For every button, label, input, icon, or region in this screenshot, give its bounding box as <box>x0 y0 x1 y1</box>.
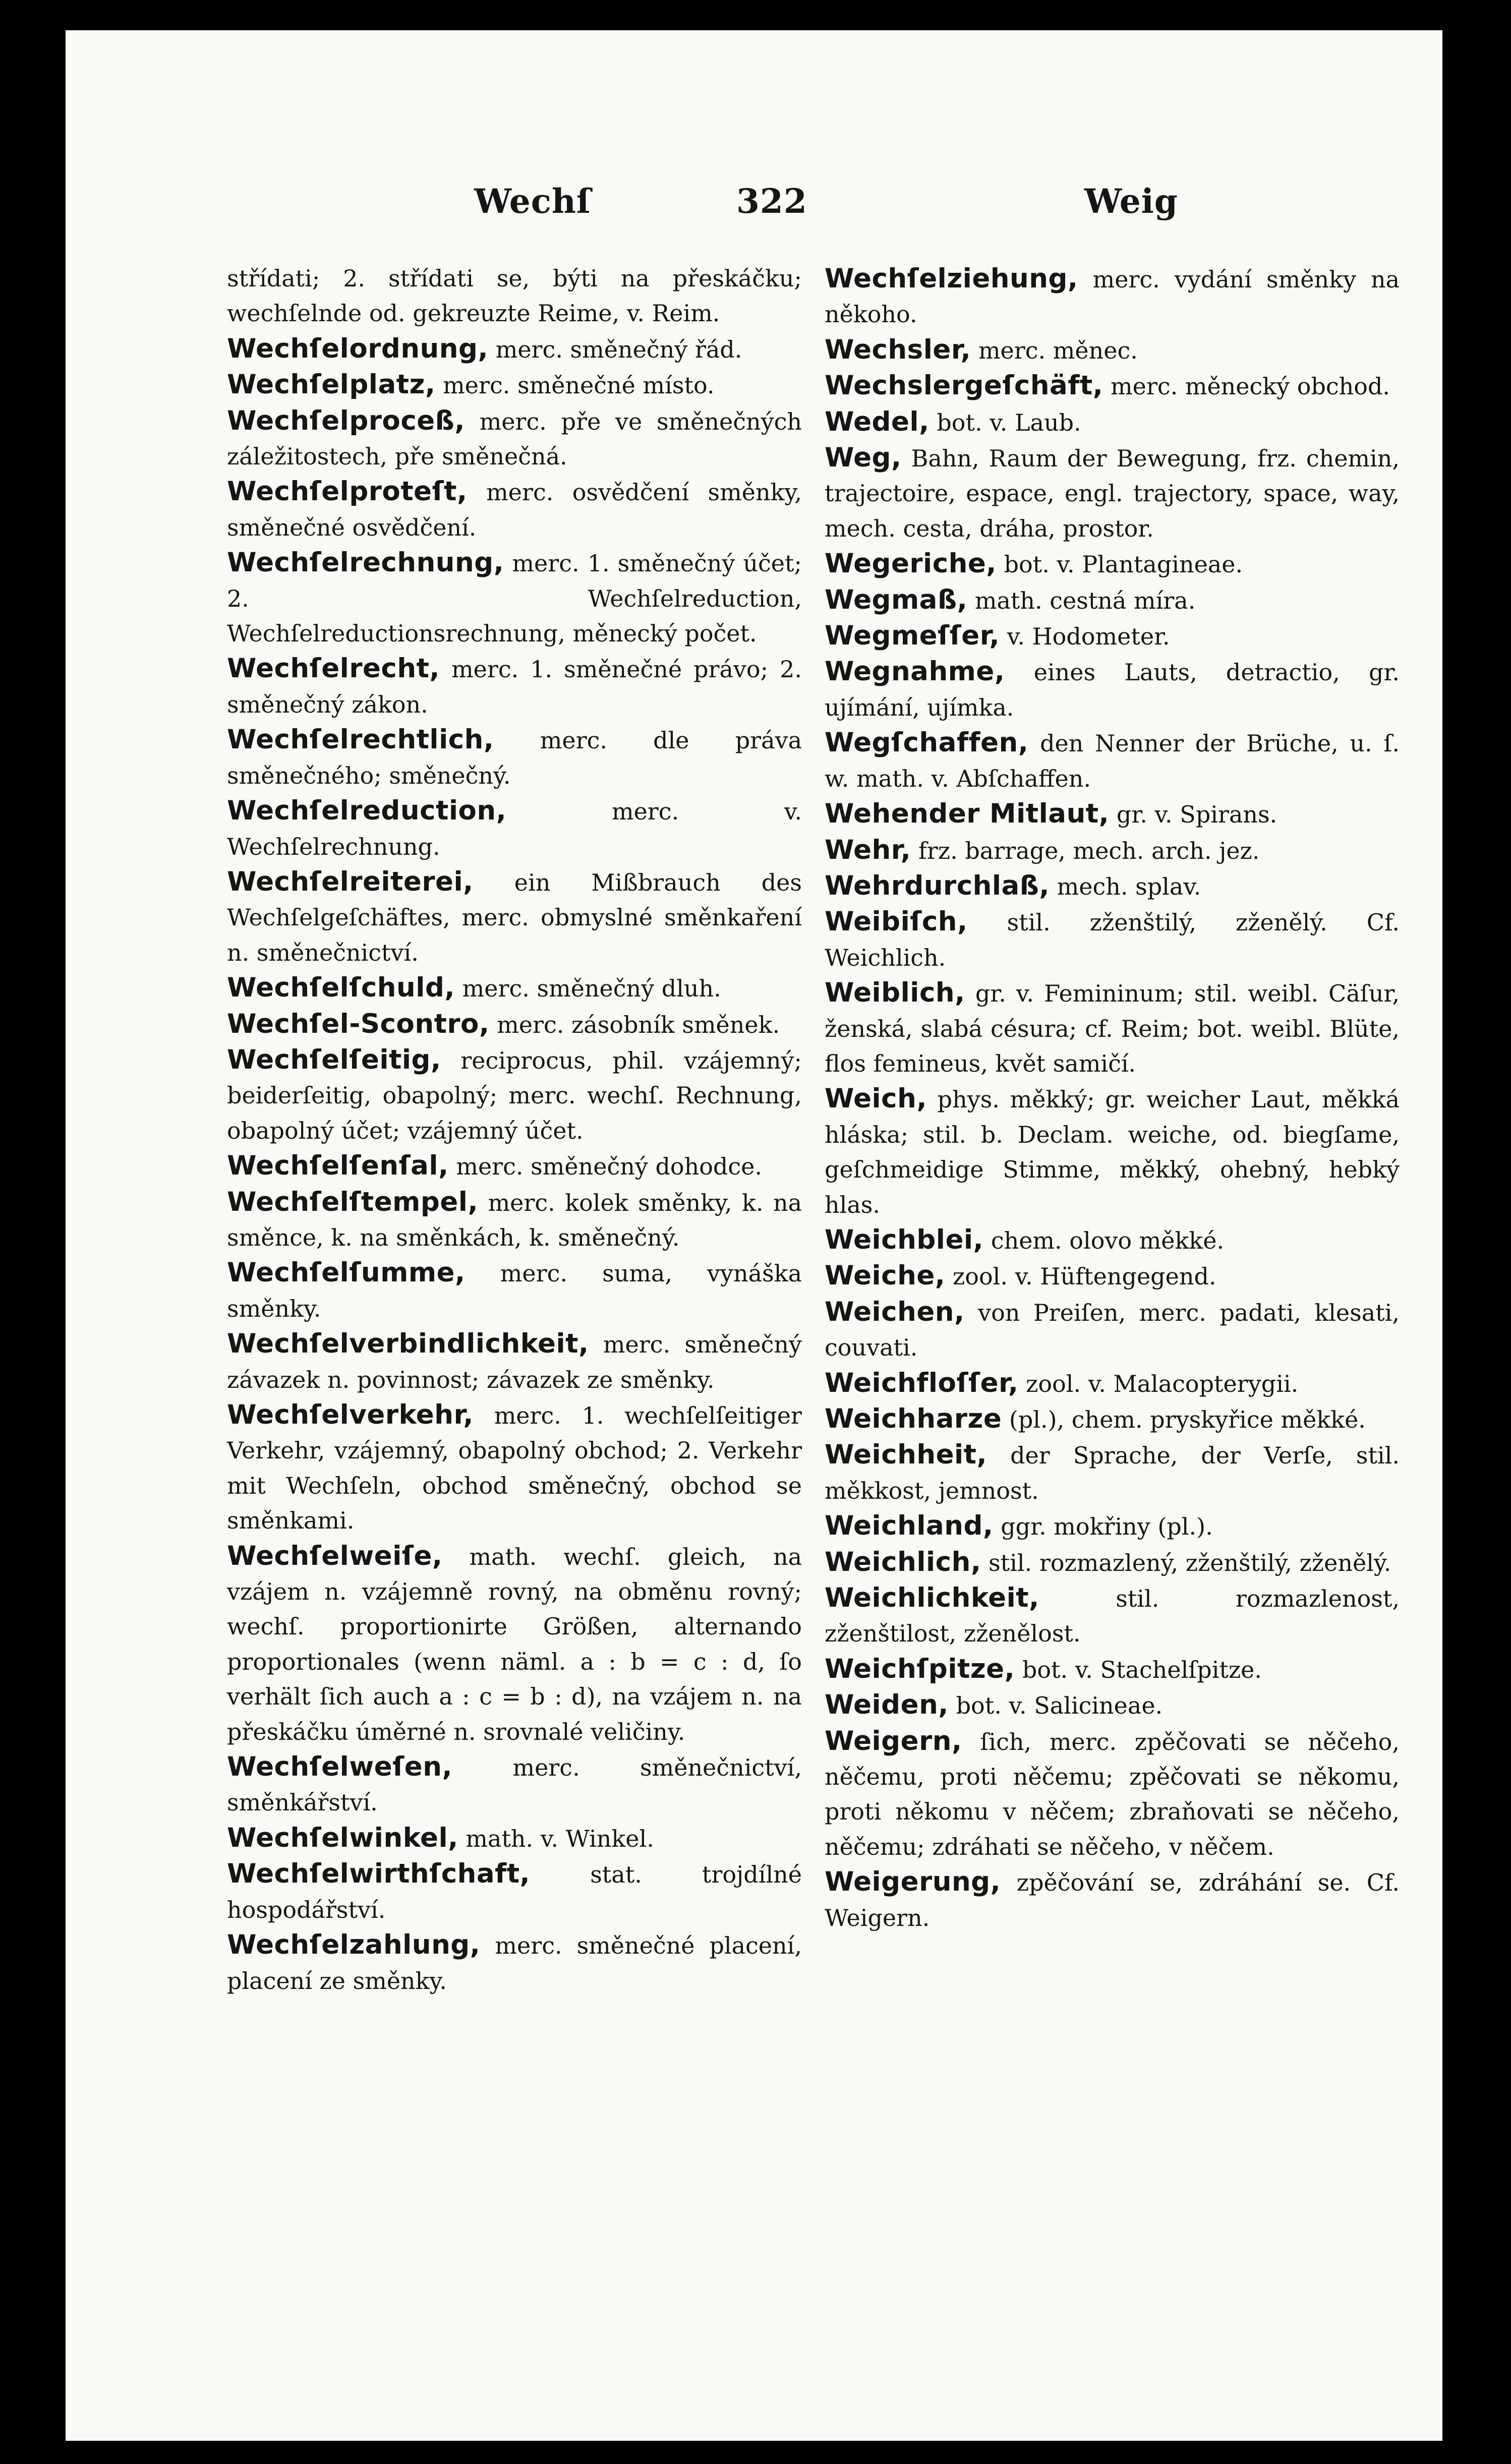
dictionary-entry <box>825 261 1400 332</box>
entry-headword: Wechſelwirthſchaft, <box>227 1858 531 1890</box>
entry-definition: merc. 1. wechſelſeitiger Verkehr, vzájemný, obapolný obchod; 2. Verkehr mit Wechſeln, obchod směnečný, obchod se směnkami. <box>227 1402 802 1535</box>
entry-headword: Weichlichkeit, <box>825 1582 1039 1614</box>
dictionary-entry <box>227 1042 802 1148</box>
entry-headword: Wechſelſtempel, <box>227 1186 479 1217</box>
entry-definition: merc. suma, vynáška směnky. <box>227 1260 802 1322</box>
entry-definition: merc. osvědčení směnky, směnečné osvědčení. <box>227 479 802 541</box>
entry-headword: Wechſelſeitig, <box>227 1044 441 1075</box>
dictionary-entry <box>227 331 802 367</box>
dictionary-entry <box>825 1545 1400 1580</box>
dictionary-page <box>66 30 1442 2441</box>
entry-headword: Weichſpitze, <box>825 1653 1015 1684</box>
entry-definition: math. v. Winkel. <box>466 1825 654 1852</box>
entry-definition: zool. v. Hüftengegend. <box>953 1263 1216 1290</box>
dictionary-entry <box>227 722 802 793</box>
entry-headword: Wegmaß, <box>825 584 968 615</box>
dictionary-entry <box>825 1652 1400 1687</box>
dictionary-entry <box>227 1185 802 1256</box>
page-number: 322 <box>736 182 807 221</box>
entry-headword: Weichblei, <box>825 1224 984 1255</box>
dictionary-entry <box>227 1927 802 1999</box>
entry-headword: Wechſelplatz, <box>227 369 436 400</box>
entry-definition: bot. v. Plantagineae. <box>1004 551 1243 578</box>
entry-definition: stil. rozmazlený, zženštilý, zženělý. <box>989 1549 1391 1576</box>
dictionary-entry <box>227 1326 802 1397</box>
entry-headword: Wehrdurchlaß, <box>825 870 1050 901</box>
entry-headword: Wechſelziehung, <box>825 263 1078 294</box>
entry-definition: math. cestná míra. <box>974 586 1196 614</box>
entry-headword: Wegmeſſer, <box>825 620 1000 652</box>
entry-definition: merc. vydání směnky na někoho. <box>825 266 1400 328</box>
entry-headword: Wegeriche, <box>825 548 997 579</box>
entry-definition: der Sprache, der Verſe, stil. měkkost, jemnost. <box>825 1442 1400 1504</box>
dictionary-entry <box>825 868 1400 904</box>
entry-definition: merc. zásobník směnek. <box>497 1011 780 1038</box>
entry-headword: Weichlich, <box>825 1546 981 1577</box>
entry-definition: gr. v. Spirans. <box>1116 801 1277 829</box>
entry-definition: merc. měnec. <box>978 336 1138 364</box>
dictionary-entry <box>227 1539 802 1749</box>
entry-headword: Wechſelproceß, <box>227 405 465 436</box>
entry-definition: merc. 1. směnečné právo; 2. směnečný zákon. <box>227 656 802 718</box>
dictionary-entry <box>227 1749 802 1821</box>
entry-definition: von Preiſen, merc. padati, klesati, couvati. <box>825 1299 1400 1362</box>
dictionary-entry <box>825 1508 1400 1544</box>
entry-definition: merc. v. Wechſelrechnung. <box>227 798 802 860</box>
entry-definition: mech. splav. <box>1057 872 1201 900</box>
entry-headword: Weichland, <box>825 1510 994 1542</box>
entry-headword: Weigern, <box>825 1725 962 1756</box>
dictionary-entry <box>825 1724 1400 1865</box>
entry-definition: střídati; 2. střídati se, býti na přeskáčku; wechſelnde od. gekreuzte Reime, v. Reim. <box>227 265 802 327</box>
entry-headword: Wechſelordnung, <box>227 333 489 364</box>
entry-headword: Wechſelrechtlich, <box>227 724 494 755</box>
dictionary-entry <box>227 1148 802 1184</box>
dictionary-entry <box>825 1366 1400 1401</box>
dictionary-entry <box>227 474 802 545</box>
dictionary-entry <box>825 1222 1400 1258</box>
dictionary-entry <box>227 1821 802 1856</box>
entry-headword: Wechſelſumme, <box>227 1257 466 1288</box>
entry-headword: Wechſelproteſt, <box>227 476 468 507</box>
entry-definition: merc. směnečné placení, placení ze směnky. <box>227 1932 802 1994</box>
dictionary-entry <box>825 1295 1400 1366</box>
entry-headword: Weichen, <box>825 1296 965 1327</box>
left-column <box>227 261 802 1999</box>
dictionary-entry <box>825 725 1400 796</box>
dictionary-entry <box>825 796 1400 832</box>
entry-definition: frz. barrage, mech. arch. jez. <box>918 837 1260 864</box>
entry-definition: chem. olovo měkké. <box>991 1226 1225 1254</box>
entry-headword: Wegſchaffen, <box>825 727 1029 758</box>
dictionary-entry <box>825 582 1400 618</box>
entry-definition: merc. směnečnictví, směnkářství. <box>227 1754 802 1816</box>
entry-headword: Weg, <box>825 442 902 474</box>
running-header <box>66 182 1442 242</box>
entry-headword: Weichfloſſer, <box>825 1367 1019 1398</box>
dictionary-entry <box>825 332 1400 368</box>
entry-headword: Wechſelzahlung, <box>227 1929 481 1961</box>
entry-definition: gr. v. Femininum; stil. weibl. Cäſur, ženská, slabá césura; cf. Reim; bot. weibl. Blüte, flos femineus, květ samičí. <box>825 980 1400 1077</box>
dictionary-entry <box>825 975 1400 1081</box>
entry-definition: bot. v. Stachelſpitze. <box>1022 1656 1262 1683</box>
entry-headword: Weichharze <box>825 1403 1002 1434</box>
entry-definition: math. wechſ. gleich, na vzájem n. vzájemně rovný, na obměnu rovný; wechſ. proportionirte Größen, alternando proportionales (wenn näml. a : b = c : d, ſo verhält ſich auch a : c = b : d), na vzájem n. na přeskáčku úměrné n. srovnalé veličiny. <box>227 1543 802 1745</box>
entry-definition: (pl.), chem. pryskyřice měkké. <box>1009 1406 1366 1433</box>
entry-headword: Weich, <box>825 1083 927 1114</box>
entry-headword: Weiche, <box>825 1260 946 1292</box>
dictionary-entry <box>227 545 802 651</box>
entry-headword: Wegnahme, <box>825 656 1005 687</box>
dictionary-entry <box>825 546 1400 582</box>
entry-definition: ggr. mokřiny (pl.). <box>1001 1513 1213 1541</box>
entry-headword: Wechſelſchuld, <box>227 972 455 1004</box>
entry-definition: stil. rozmazlenost, zženštilost, zženělost. <box>825 1585 1400 1648</box>
dictionary-entry <box>227 1856 802 1927</box>
dictionary-entry <box>825 904 1400 975</box>
dictionary-entry <box>825 618 1400 654</box>
entry-headword: Wechſelrechnung, <box>227 547 504 578</box>
entry-headword: Wedel, <box>825 406 929 437</box>
entry-definition: ein Mißbrauch des Wechſelgeſchäftes, merc. obmyslné směnkaření n. směnečnictví. <box>227 868 802 966</box>
dictionary-entry <box>227 1007 802 1042</box>
entry-definition: merc. dle práva směnečného; směnečný. <box>227 727 802 789</box>
entry-definition: merc. měnecký obchod. <box>1110 373 1390 400</box>
entry-headword: Wechſelſenſal, <box>227 1150 449 1182</box>
entry-headword: Weiden, <box>825 1689 949 1721</box>
entry-headword: Wehender Mitlaut, <box>825 798 1110 830</box>
dictionary-entry <box>227 793 802 864</box>
dictionary-entry <box>825 833 1400 868</box>
entry-headword: Wechſelreduction, <box>227 795 507 827</box>
dictionary-entry <box>227 1255 802 1326</box>
dictionary-entry <box>825 1864 1400 1935</box>
entry-definition: reciprocus, phil. vzájemný; beiderſeitig, obapolný; merc. wechſ. Rechnung, obapolný účet; vzájemný účet. <box>227 1046 802 1144</box>
entry-definition: zool. v. Malacopterygii. <box>1026 1370 1299 1397</box>
dictionary-entry <box>825 1687 1400 1723</box>
dictionary-entry <box>227 367 802 403</box>
entry-definition: merc. směnečný dohodce. <box>456 1153 762 1181</box>
entry-definition: bot. v. Salicineae. <box>956 1692 1163 1720</box>
dictionary-entry <box>227 1397 802 1539</box>
entry-headword: Wechſelrecht, <box>227 653 440 684</box>
entry-headword: Weibiſch, <box>825 906 968 937</box>
entry-definition: merc. směnečný závazek n. povinnost; závazek ze směnky. <box>227 1331 802 1393</box>
entry-definition: den Nenner der Brüche, u. ſ. w. math. v. Abſchaffen. <box>825 730 1400 792</box>
entry-definition: zpěčování se, zdráhání se. Cf. Weigern. <box>825 1869 1400 1931</box>
entry-headword: Weiblich, <box>825 977 965 1009</box>
header-left-guide-word: Wechſ <box>474 182 592 221</box>
dictionary-entry <box>227 864 802 970</box>
entry-headword: Wechſelreiterei, <box>227 866 474 897</box>
entry-headword: Wechſelweſen, <box>227 1751 453 1783</box>
dictionary-entry <box>227 403 802 475</box>
entry-definition: ſich, merc. zpěčovati se něčeho, něčemu, proti něčemu; zpěčovati se někomu, proti někomu v něčem; zbraňovati se něčeho, něčemu; zdráhati se něčeho, v něčem. <box>825 1728 1400 1860</box>
entry-headword: Wechsler, <box>825 334 971 365</box>
dictionary-entry <box>825 1401 1400 1437</box>
dictionary-entry <box>825 1437 1400 1508</box>
entry-headword: Wechſelverbindlichkeit, <box>227 1328 589 1360</box>
dictionary-entry <box>825 654 1400 725</box>
entry-headword: Weichheit, <box>825 1439 987 1471</box>
entry-definition: stat. trojdílné hospodářství. <box>227 1861 802 1923</box>
entry-headword: Weigerung, <box>825 1866 1001 1898</box>
entry-headword: Wehr, <box>825 834 911 865</box>
entry-headword: Wechſelwinkel, <box>227 1822 458 1853</box>
entry-definition: merc. směnečný dluh. <box>462 975 721 1003</box>
entry-definition: bot. v. Laub. <box>937 408 1081 436</box>
dictionary-entry <box>227 970 802 1006</box>
entry-definition: stil. zženštilý, zženělý. Cf. Weichlich. <box>825 909 1400 971</box>
entry-definition: v. Hodometer. <box>1007 623 1170 651</box>
entry-headword: Wechslergeſchäft, <box>825 370 1103 401</box>
entry-definition: merc. směnečné místo. <box>443 372 715 399</box>
dictionary-entry <box>825 1258 1400 1294</box>
entry-headword: Wechſel-Scontro, <box>227 1008 490 1039</box>
entry-headword: Wechſelweiſe, <box>227 1540 443 1571</box>
right-column <box>825 261 1400 1935</box>
dictionary-entry <box>825 1580 1400 1652</box>
entry-definition: merc. 1. směnečný účet; 2. Wechſelreduction, Wechſelreductionsrechnung, měnecký počet. <box>227 550 802 648</box>
dictionary-entry <box>227 261 802 331</box>
entry-definition: merc. směnečný řád. <box>495 335 742 363</box>
entry-headword: Wechſelverkehr, <box>227 1399 474 1430</box>
dictionary-entry <box>825 1081 1400 1222</box>
entry-definition: Bahn, Raum der Bewegung, frz. chemin, trajectoire, espace, engl. trajectory, space, way, mech. cesta, dráha, prostor. <box>825 445 1400 542</box>
dictionary-entry <box>825 368 1400 404</box>
header-right-guide-word: Weig <box>1084 182 1178 221</box>
entry-definition: phys. měkký; gr. weicher Laut, měkká hláska; stil. b. Declam. weiche, od. biegſame, geſchmeidige Stimme, měkký, ohebný, hebký hlas. <box>825 1086 1400 1218</box>
dictionary-entry <box>825 404 1400 440</box>
dictionary-entry <box>825 440 1400 546</box>
entry-definition: eines Lauts, detractio, gr. ujímání, ujímka. <box>825 659 1400 721</box>
dictionary-entry <box>227 651 802 722</box>
entry-definition: merc. pře ve směnečných záležitostech, pře směnečná. <box>227 407 802 471</box>
entry-definition: merc. kolek směnky, k. na směnce, k. na směnkách, k. směnečný. <box>227 1189 802 1251</box>
